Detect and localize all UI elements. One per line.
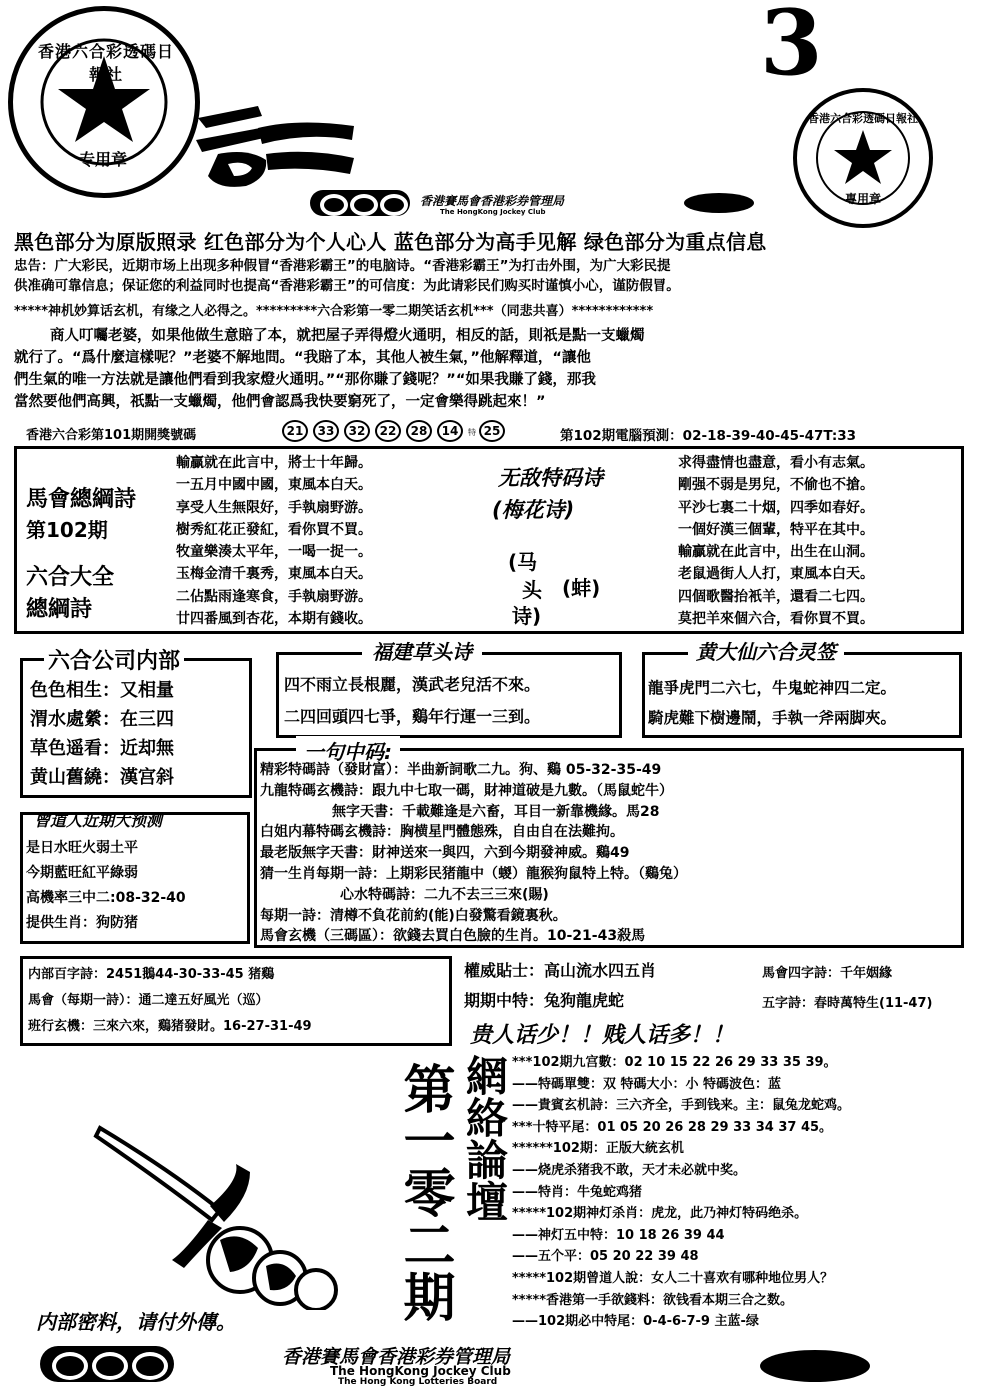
draw-numbers [282, 420, 510, 442]
forecast-line: 高機率三中二:08-32-40 [26, 890, 186, 906]
joke-line-1: 商人叮囑老婆，如果他做生意賠了本，就把屋子弄得燈火通明，相反的話，則祇是點一支蠟燭 [50, 328, 645, 344]
wong-line-2: 騎虎難下樹邊鬧，手執一斧兩脚夾。 [648, 709, 897, 727]
header-org-sub: The HongKong Jockey Club [440, 208, 546, 216]
poem-line: 莫把羊來個六合，看你買不買。 [678, 611, 874, 628]
poem-line: 樹秀紅花正發紅，看你買不買。 [176, 521, 372, 538]
star-icon [834, 130, 892, 184]
special-tag: 特 [468, 428, 476, 437]
tip-line: 九龍特碼玄機詩：跟九中七取一碼，財神道破是九數。（馬鼠蛇牛） [260, 782, 673, 799]
tip-line: 每期一詩：清樽不負花前約(能)白發驚看鏡裏秋。 [260, 907, 567, 924]
poem-line: 一五月中國中國，東風本白天。 [176, 477, 372, 494]
company-title: 六合公司内部 [44, 644, 184, 675]
poem-line: 廿四番風到杏花，本期有錢收。 [176, 611, 372, 628]
one-sentence-lines [260, 760, 687, 947]
color-legend: 黑色部分为原版照录 红色部分为个人心人 蓝色部分为高手见解 绿色部分为重点信息 [14, 230, 767, 254]
poem-line: 輸贏就在此言中，將士十年歸。 [176, 455, 372, 471]
company-rows [30, 676, 174, 792]
footer-jockey-logo [40, 1346, 174, 1382]
right-seal [793, 88, 933, 228]
header-pill-logo [684, 193, 754, 213]
forum-issue-vertical: 第一零二期 [394, 1062, 455, 1322]
poem-line: 二佔點雨逢寒食，手執扇野游。 [176, 588, 372, 605]
company-row: 草色遥看：近却無 [30, 738, 174, 759]
draw-ball: 32 [344, 420, 370, 442]
big-glyph: 3 [760, 0, 823, 96]
center-note-1: (马 [508, 550, 538, 574]
one-sentence-title: 一句中码: [296, 736, 400, 765]
company-row: 黄山舊繞：漢宫斜 [30, 767, 174, 788]
draw-ball: 22 [375, 420, 401, 442]
tip-line: 最老版無字天書：財神送來一與四，六到今期發神威。鷄49 [260, 845, 630, 862]
poem-line: 牧童樂湊太平年，一喝一捉一。 [176, 544, 372, 561]
poem-left-title-1: 馬會總綱詩 [26, 487, 137, 512]
poem-left-title-4: 總綱詩 [26, 597, 93, 622]
forum-line: ——五个平：05 20 22 39 48 [512, 1249, 699, 1265]
footer-title: 香港賽馬會香港彩券管理局 [282, 1346, 511, 1368]
center-note-4: (蚌) [562, 576, 601, 600]
authority-tip-2-right: 五字詩：春時萬特生(11-47) [762, 996, 933, 1011]
jockey-logo [310, 190, 410, 216]
draw-label: 香港六合彩第101期開獎號碼 [26, 428, 197, 443]
authority-tip-2: 期期中特：兔狗龍虎蛇 [464, 991, 625, 1010]
forum-line: ——102期必中特尾：0-4-6-7-9 主蓝-绿 [512, 1314, 759, 1330]
left-seal [8, 6, 200, 198]
forum-line: ——貴賓玄机詩：三六齐全，手到钱来。主：鼠兔龙蛇鸡。 [512, 1098, 851, 1114]
internal-line: 馬會（每期一詩）：通二達五好風光（巡） [28, 993, 269, 1008]
poem-right-lines [678, 452, 874, 630]
poem-line: 求得盡情也盡意，看小有志氣。 [678, 455, 874, 471]
center-note-3: 诗) [512, 604, 542, 628]
right-seal-ring-text: 香港六合彩透碼日報社 [808, 112, 918, 125]
joke-line-2: 就行了。“爲什麼這樣呢？”老婆不解地問。“我賠了本，其他人被生氣，”他解釋道，“讓他 [14, 350, 591, 366]
forecast-line: 提供生肖：狗防猪 [26, 915, 138, 931]
computer-prediction: 第102期電腦預測：02-18-39-40-45-47T:33 [560, 428, 857, 444]
sword-illustration [90, 1110, 350, 1310]
forecast-lines [26, 836, 186, 936]
forum-title-vertical: 網絡論壇 [460, 1054, 509, 1222]
tip-line: 白姐内幕特碼玄機詩：胸横星門體態殊，自由自在法難拘。 [260, 824, 624, 841]
tip-line: 精彩特碼詩（發財富）：半曲新詞歌二九。狗、鷄 05-32-35-49 [260, 762, 662, 778]
forum-line: ***十特平尾：01 05 20 26 28 29 33 34 37 45。 [512, 1119, 833, 1135]
authority-tip-1-right: 馬會四字詩：千年姻緣 [762, 966, 893, 981]
poem-line: 剛强不弱是男兒，不偷也不搶。 [678, 477, 874, 494]
right-seal-center-text: 專用章 [844, 192, 881, 206]
forecast-line: 是日水旺火弱土平 [26, 840, 138, 856]
forum-lines [512, 1052, 850, 1333]
forum-line: ******102期：正版大統玄机 [512, 1141, 684, 1157]
forum-line: ——神灯五中特：10 18 26 39 44 [512, 1227, 725, 1243]
fujian-title: 福建草头诗 [362, 636, 482, 665]
forum-line: *****香港第一手欲錢料：欲钱看本期三合之数。 [512, 1292, 793, 1308]
center-note-2: 头 [522, 578, 542, 602]
wong-title: 黄大仙六合灵签 [688, 636, 844, 665]
authority-tip-1: 權威貼士：高山流水四五肖 [464, 961, 657, 980]
footer-sub-2: The Hong Kong Lotteries Board [338, 1377, 498, 1387]
slogan: 贵人话少！！贱人话多！！ [470, 1023, 735, 1048]
forecast-title: 曾道人近期大预测 [34, 811, 163, 830]
notice-line-1: 忠告：广大彩民，近期市场上出现多种假冒“香港彩霸王”的电脑诗。“香港彩霸王”为打击外围，为广大彩民提 [14, 258, 671, 274]
poem-middle-lines [176, 452, 372, 630]
forum-line: *****102期曾道人說：女人二十喜欢有哪种地位男人？ [512, 1270, 834, 1286]
forum-line: ——特肖：牛兔蛇鸡猪 [512, 1184, 643, 1200]
forecast-line: 今期藍旺紅平綠弱 [26, 865, 138, 881]
draw-ball: 21 [282, 420, 308, 442]
joke-line-3: 們生氣的唯一方法就是讓他們看到我家燈火通明。”“那你賺了錢呢？”“如果我賺了錢，那我 [14, 372, 596, 388]
draw-ball: 14 [437, 420, 463, 442]
joke-line-4: 當然要他們高興，祇點一支蠟燭，他們會認爲我快要窮死了，一定會樂得跳起來！” [14, 394, 546, 410]
internal-line: 班行玄機：三來六來，鷄猪發財。16-27-31-49 [28, 1019, 312, 1034]
calligraphy-mark-2 [258, 118, 358, 188]
fujian-line-1: 四不雨立長根麗，漢武老兒活不來。 [284, 675, 541, 694]
poem-line: 老鼠過街人人打，東風本白天。 [678, 566, 874, 583]
poem-line: 輸贏就在此言中，出生在山洞。 [678, 544, 874, 561]
tip-line: 猜一生肖每期一詩：上期彩民猪龍中（蝬）龍猴狗鼠特上特。（鷄兔） [260, 865, 687, 882]
forum-line: *****102期神灯杀肖：虎龙，此乃神灯特码绝杀。 [512, 1206, 808, 1222]
center-title-1: 无敌特码诗 [498, 466, 603, 490]
left-seal-center-text: 专用章 [78, 150, 127, 169]
poem-line: 平沙七裏二十烟，四季如春好。 [678, 499, 874, 516]
tip-line: 心水特碼詩：二九不去三三來(賜) [340, 886, 549, 903]
joke-header: *****神机妙算话玄机，有缘之人必得之。*********六合彩第一零二期笑话玄机***（同悲共喜）************ [14, 304, 654, 319]
tip-line: 馬會玄機（三碼區）：欲錢去買白色臉的生肖。10-21-43殺馬 [260, 928, 646, 945]
fujian-line-2: 二四回頭四七爭，鷄年行運一三到。 [284, 707, 541, 726]
tip-line: 無字天書：千載難逢是六畜，耳目一新靠機緣。馬28 [332, 803, 660, 820]
company-row: 色色相生：又相量 [30, 680, 174, 701]
forum-line: ——烧虎杀猪我不敢，天才未必就中奖。 [512, 1162, 747, 1178]
wong-line-1: 龍爭虎門二六七，牛鬼蛇神四二定。 [648, 679, 897, 697]
forum-line: ——特碼單雙：双 特碼大小：小 特碼波色：蓝 [512, 1076, 782, 1092]
footer-sub-1: The HongKong Jockey Club [330, 1364, 511, 1378]
draw-ball: 33 [313, 420, 339, 442]
forum-line: ***102期九宫數：02 10 15 22 26 29 33 35 39。 [512, 1055, 837, 1070]
internal-poem-lines [28, 962, 312, 1040]
poem-line: 一個好漢三個輩，特平在其中。 [678, 521, 874, 538]
left-seal-ring-text: 香港六合彩透碼日報社 [37, 42, 174, 84]
poem-line: 玉梅金清千裏秀，東風本白天。 [176, 566, 372, 583]
poem-line: 享受人生無限好，手執扇野游。 [176, 499, 372, 516]
poem-line: 四個歌醫抬衹羊，還看二七四。 [678, 588, 874, 605]
internal-material-note: 内部密料，请付外傳。 [36, 1310, 236, 1334]
poem-left-title-2: 第102期 [26, 518, 108, 542]
draw-ball: 25 [479, 420, 505, 442]
company-row: 渭水處縈：在三四 [30, 709, 174, 730]
internal-line: 内部百字詩：2451鵝44-30-33-45 猪鷄 [28, 967, 275, 982]
draw-ball: 28 [406, 420, 432, 442]
poem-left-title-3: 六合大全 [26, 565, 115, 590]
center-title-2: (梅花诗) [492, 498, 575, 522]
notice-line-2: 供准确可靠信息；保证您的利益同时也提高“香港彩霸王”的可信度：为此请彩民们购买时谨慎小心，谨防假冒。 [14, 278, 680, 294]
footer-pill-logo [760, 1350, 870, 1382]
header-org-title: 香港賽馬會香港彩券管理局 [420, 194, 565, 208]
